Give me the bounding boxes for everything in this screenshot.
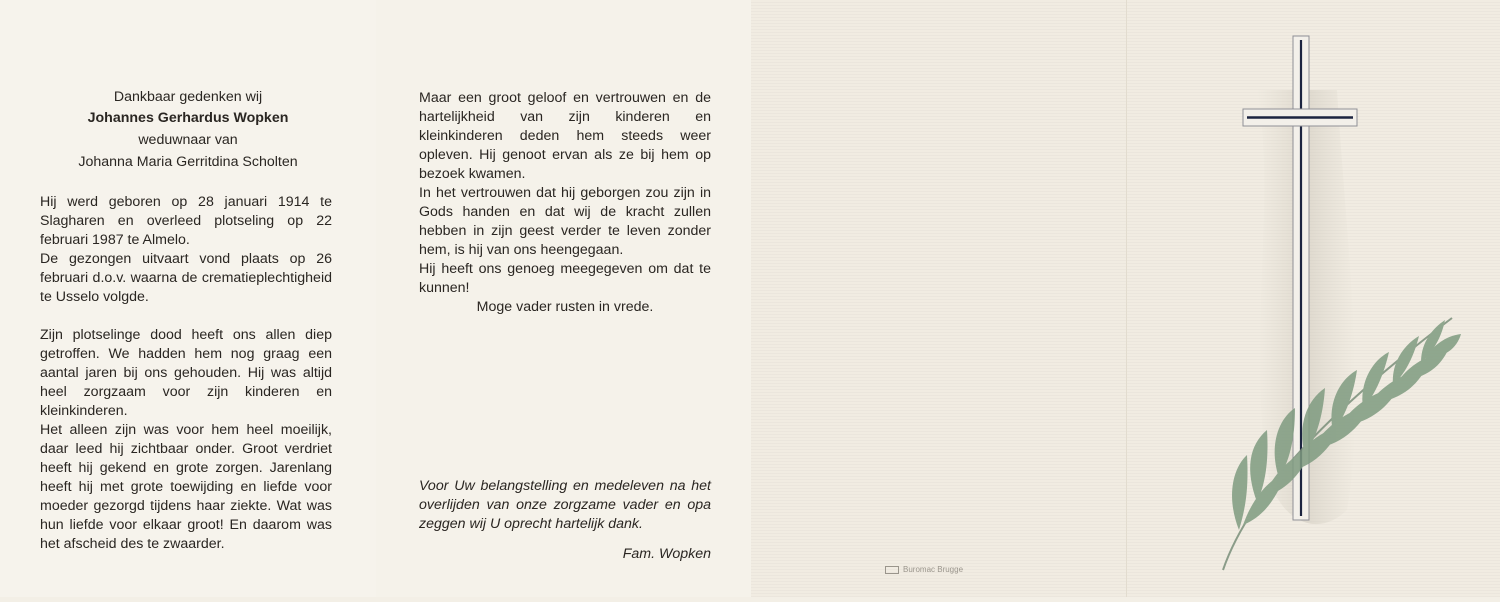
spouse-name: Johanna Maria Gerritdina Scholten [78,154,298,170]
biography-text [40,193,332,554]
funeral-paragraph: De gezongen uitvaart vond plaats op 26 februari d.o.v. waarna de crematieplechtigheid te Usselo volgde. [40,251,332,305]
rest-in-peace-line: Moge vader rusten in vrede. [476,299,654,315]
cross-with-palm-image [1127,0,1500,597]
trust-paragraph: In het vertrouwen dat hij geborgen zou zijn in Gods handen en dat wij de kracht zullen hebben in zijn geest verder te leven zonder hem, is hij van ons heengegaan. [419,185,711,258]
thanks-text: Voor Uw belangstelling en medeleven na het overlijden van onze zorgzame vader en opa zeggen wij U oprecht hartelijk dank. [419,478,711,532]
card-panel-middle [376,0,751,597]
deceased-name: Johannes Gerhardus Wopken [87,110,289,126]
printer-logo-icon [885,566,899,574]
heading-widower: weduwnaar van [138,132,238,148]
card-panel-front [1126,0,1500,597]
heading-intro: Dankbaar gedenken wij [113,89,263,105]
legacy-paragraph: Hij heeft ons genoeg meegegeven om dat te kunnen! [419,261,711,296]
card-panel-back [751,0,1126,597]
printer-mark: Buromac Brugge [885,565,963,574]
reflection-text [419,89,711,317]
memory-paragraph: Het alleen zijn was voor hem heel moeilijk, daar leed hij zichtbaar onder. Groot verdriet heeft hij gekend en grote zorgen. Jarenlang heeft hij met grote toewijding en liefde voor moeder gezorgd tijdens haar ziekte. Wat was hun liefde voor elkaar groot! En daarom was het afscheid des te zwaarder. [40,422,332,552]
card-panel-left [0,0,377,597]
memorial-heading [0,88,376,172]
tribute-paragraph: Zijn plotselinge dood heeft ons allen diep getroffen. We hadden hem nog graag een aantal jaren bij ons gehouden. Hij was altijd heel zorgzaam voor zijn kinderen en kleinkinderen. [40,327,332,419]
birth-death-paragraph: Hij werd geboren op 28 januari 1914 te Slagharen en overleed plotseling op 22 februari 1987 te Almelo. [40,194,332,248]
faith-paragraph: Maar een groot geloof en vertrouwen en de hartelijkheid van zijn kinderen en kleinkinderen deden hem steeds weer opleven. Hij genoot ervan als ze bij hem op bezoek kwamen. [419,90,711,182]
family-signature: Fam. Wopken [622,546,711,562]
